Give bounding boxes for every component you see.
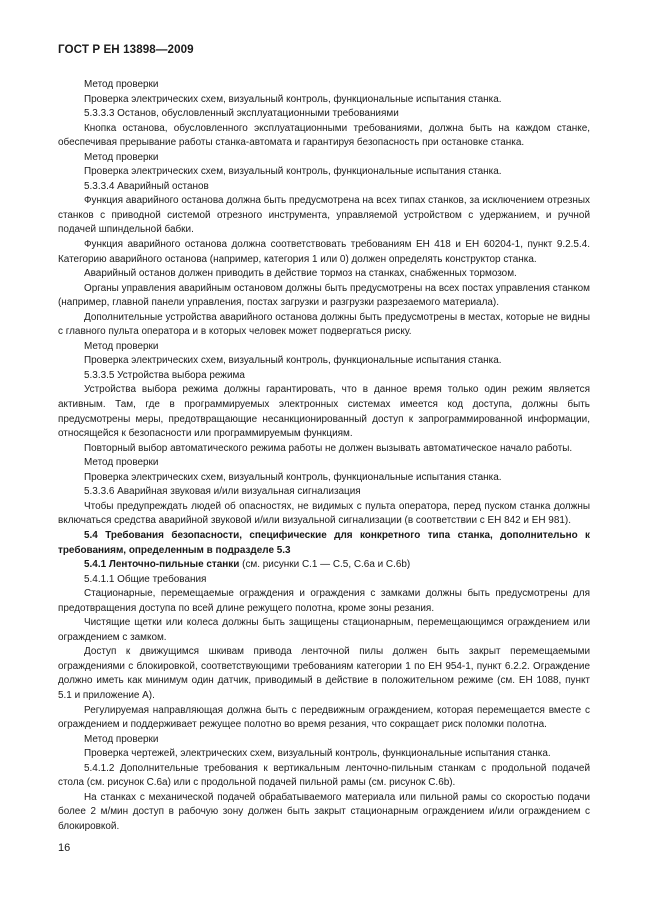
paragraph bbox=[58, 340, 590, 355]
paragraph bbox=[58, 762, 590, 791]
paragraph bbox=[58, 645, 590, 703]
paragraph bbox=[58, 383, 590, 441]
paragraph-lead: 5.4.1 Ленточно-пильные станки bbox=[84, 559, 240, 571]
paragraph bbox=[58, 529, 590, 558]
paragraph-text: Проверка электрических схем, визуальный контроль, функциональные испытания станка. bbox=[84, 355, 502, 367]
paragraph bbox=[58, 282, 590, 311]
paragraph-text: Регулируемая направляющая должна быть с передвижным ограждением, которая перемещается вместе с ограждением и поддерживает режущее полотно во время резания, что сокращает риск поломки полотна. bbox=[58, 704, 590, 731]
paragraph bbox=[58, 78, 590, 93]
paragraph bbox=[58, 704, 590, 733]
paragraph-text: Метод проверки bbox=[84, 151, 159, 163]
paragraph-text: Устройства выбора режима должны гарантировать, что в данное время только один режим является активным. Там, где в программируемых электронных системах имеется код доступа, должны быть предусмотрены меры, предотвращающие несанкционированный доступ к запрограммированной информации, относящейся к безопасности или программируемым функциям. bbox=[58, 384, 590, 440]
paragraph-text: Метод проверки bbox=[84, 457, 159, 469]
paragraph bbox=[58, 733, 590, 748]
paragraph bbox=[58, 180, 590, 195]
paragraph-text: Метод проверки bbox=[84, 79, 159, 90]
paragraph-text: Доступ к движущимся шкивам привода ленточной пилы должен быть закрыт перемещаемыми ограждениями с блокировкой, соответствующими требованиям категории 1 по ЕН 954-1, пункт 6.2.2. Ограждение должно иметь как минимум один датчик, приводимый в действие в положительном режиме (см. ЕН 1088, пункт 5.1 и приложение А). bbox=[58, 646, 590, 701]
paragraph-text: Проверка электрических схем, визуальный контроль, функциональные испытания станка. bbox=[84, 93, 502, 105]
paragraph-text: 5.3.3.5 Устройства выбора режима bbox=[84, 369, 245, 381]
paragraph-text: Чистящие щетки или колеса должны быть защищены стационарным, перемещающимся ограждением или ограждением с замком. bbox=[58, 617, 590, 643]
paragraph-text: Проверка чертежей, электрических схем, визуальный контроль, функциональные испытания станка. bbox=[84, 748, 551, 760]
paragraph-text: 5.3.3.4 Аварийный останов bbox=[84, 180, 209, 192]
paragraph bbox=[58, 165, 590, 180]
paragraph bbox=[58, 485, 590, 500]
paragraph bbox=[58, 471, 590, 486]
paragraph bbox=[58, 354, 590, 369]
paragraph bbox=[58, 747, 590, 762]
document-header: ГОСТ Р ЕН 13898—2009 bbox=[58, 43, 194, 56]
page-number: 16 bbox=[58, 842, 71, 854]
paragraph bbox=[58, 616, 590, 645]
paragraph-text: Проверка электрических схем, визуальный контроль, функциональные испытания станка. bbox=[84, 471, 502, 483]
paragraph-text: Метод проверки bbox=[84, 340, 159, 352]
paragraph-text: Чтобы предупреждать людей об опасностях, не видимых с пульта оператора, перед пуском станка должны включаться средства аварийной звуковой и/или визуальной сигнализации (в соответствии с ЕН 842 и ЕН 981). bbox=[58, 500, 590, 527]
document-body bbox=[58, 78, 590, 834]
paragraph-text: Кнопка останова, обусловленного эксплуатационными требованиями, должна быть на каждом станке, обеспечивая прерывание работы станка-автомата и гарантируя безопасность при остановке станка. bbox=[58, 122, 590, 149]
paragraph-text: Функция аварийного останова должна соответствовать требованиям ЕН 418 и ЕН 60204-1, пункт 9.2.5.4. Категорию аварийного останова (например, категория 1 или 0) должен определять конструктор станка. bbox=[58, 239, 590, 265]
paragraph bbox=[58, 587, 590, 616]
paragraph bbox=[58, 791, 590, 835]
paragraph-text: 5.4.1.2 Дополнительные требования к вертикальным ленточно-пильным станкам с продольной подачей стола (см. рисунок С.6а) или с продольной подачей пильной рамы (см. рисунок С.6b). bbox=[58, 762, 590, 789]
paragraph bbox=[58, 93, 590, 108]
paragraph bbox=[58, 500, 590, 529]
paragraph bbox=[58, 107, 590, 122]
paragraph-text: Функция аварийного останова должна быть предусмотрена на всех типах станков, за исключением отрезных станков с приводной системой отрезного инструмента, управляемой устройством с удержанием, и ручной подачей шпиндельной бабки. bbox=[58, 195, 590, 236]
paragraph bbox=[58, 456, 590, 471]
paragraph-text: (см. рисунки С.1 — С.5, С.6а и С.6b) bbox=[239, 559, 411, 571]
paragraph-text: Метод проверки bbox=[84, 733, 159, 745]
paragraph bbox=[58, 122, 590, 151]
paragraph bbox=[58, 151, 590, 166]
paragraph-text: Органы управления аварийным остановом должны быть предусмотрены на всех постах управления станком (например, главной панели управления, постах загрузки и разгрузки разрезаемого материала). bbox=[58, 282, 590, 309]
paragraph-text: Дополнительные устройства аварийного останова должны быть предусмотрены в местах, которые не видны с главного пульта оператора и в которых человек может подвергаться риску. bbox=[58, 311, 590, 338]
paragraph bbox=[58, 238, 590, 267]
paragraph-text: 5.3.3.6 Аварийная звуковая и/или визуальная сигнализация bbox=[84, 486, 361, 498]
paragraph-text: Повторный выбор автоматического режима работы не должен вызывать автоматическое начало работы. bbox=[84, 442, 573, 454]
paragraph bbox=[58, 267, 590, 282]
paragraph bbox=[58, 442, 590, 457]
paragraph bbox=[58, 311, 590, 340]
paragraph-text: Проверка электрических схем, визуальный контроль, функциональные испытания станка. bbox=[84, 166, 502, 178]
paragraph-text: 5.4 Требования безопасности, специфические для конкретного типа станка, дополнительно к требованиям, определенным в подразделе 5.3 bbox=[58, 529, 590, 556]
paragraph bbox=[58, 194, 590, 238]
paragraph-text: На станках с механической подачей обрабатываемого материала или пильной рамы со скоростью подачи более 2 м/мин доступ в рабочую зону должен быть закрыт стационарным ограждением и/или ограждением с блокировкой. bbox=[58, 791, 590, 832]
paragraph-text: 5.3.3.3 Останов, обусловленный эксплуатационными требованиями bbox=[84, 108, 399, 120]
paragraph bbox=[58, 369, 590, 384]
paragraph-text: 5.4.1.1 Общие требования bbox=[84, 573, 207, 585]
paragraph-text: Аварийный останов должен приводить в действие тормоз на станках, снабженных тормозом. bbox=[84, 268, 517, 280]
paragraph bbox=[58, 558, 590, 573]
paragraph bbox=[58, 573, 590, 588]
paragraph-text: Стационарные, перемещаемые ограждения и ограждения с замками должны быть предусмотрены для предотвращения доступа по всей длине режущего полотна, кроме зоны резания. bbox=[58, 588, 590, 614]
